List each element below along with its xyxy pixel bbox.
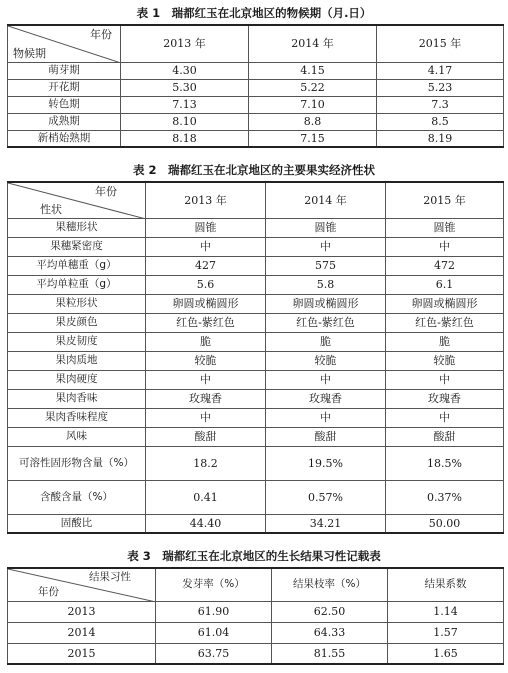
row-label: 含酸含量（%） <box>8 480 146 514</box>
row-label: 可溶性固形物含量（%） <box>8 446 146 480</box>
table-cell: 427 <box>146 256 266 275</box>
table-cell: 7.13 <box>121 96 249 113</box>
table-cell: 62.50 <box>272 601 388 622</box>
table3-col-header: 结果枝率（%） <box>272 568 388 601</box>
table-cell: 4.30 <box>121 62 249 79</box>
table-cell: 酸甜 <box>146 427 266 446</box>
row-label: 果穗形状 <box>8 218 146 237</box>
table1-phenology <box>7 24 504 148</box>
table-cell: 472 <box>386 256 504 275</box>
table-cell: 7.15 <box>249 130 377 147</box>
table-row <box>8 622 504 643</box>
table-row <box>8 351 504 370</box>
table-cell: 5.23 <box>377 79 504 96</box>
table1-header-row <box>8 25 504 62</box>
table-row <box>8 389 504 408</box>
table-cell: 0.41 <box>146 480 266 514</box>
table-row <box>8 427 504 446</box>
table-cell: 50.00 <box>386 514 504 533</box>
table-cell: 中 <box>266 237 386 256</box>
table-cell: 中 <box>386 370 504 389</box>
table-row <box>8 370 504 389</box>
table-cell: 7.10 <box>249 96 377 113</box>
table3-col-header: 结果系数 <box>388 568 504 601</box>
table-cell: 卵圆或椭圆形 <box>386 294 504 313</box>
table2-year-header: 2013 年 <box>146 182 266 218</box>
table-cell: 18.5% <box>386 446 504 480</box>
table-cell: 中 <box>146 370 266 389</box>
table-row <box>8 62 504 79</box>
table2-corner-trait: 性状 <box>40 202 62 216</box>
table3-caption: 表 3 瑞都红玉在北京地区的生长结果习性记载表 <box>127 549 381 563</box>
row-label: 2014 <box>8 622 156 643</box>
table2-fruit-traits <box>7 181 504 534</box>
row-label: 平均单穗重（g） <box>8 256 146 275</box>
table3-corner-year: 年份 <box>38 585 59 598</box>
table-cell: 8.10 <box>121 113 249 130</box>
table1-corner-cell <box>8 25 121 62</box>
table-cell: 圆锥 <box>386 218 504 237</box>
row-label: 果肉质地 <box>8 351 146 370</box>
table-row <box>8 446 504 480</box>
table-cell: 玫瑰香 <box>266 389 386 408</box>
table-cell: 4.17 <box>377 62 504 79</box>
table-cell: 1.65 <box>388 643 504 664</box>
table-cell: 5.8 <box>266 275 386 294</box>
table-cell: 8.5 <box>377 113 504 130</box>
table-cell: 63.75 <box>156 643 272 664</box>
table-row <box>8 313 504 332</box>
table3-col-header: 发芽率（%） <box>156 568 272 601</box>
table-cell: 34.21 <box>266 514 386 533</box>
row-label: 成熟期 <box>8 113 121 130</box>
table3-corner-cell <box>8 568 156 601</box>
table-cell: 19.5% <box>266 446 386 480</box>
table-cell: 中 <box>146 408 266 427</box>
table-row <box>8 96 504 113</box>
table-cell: 中 <box>266 408 386 427</box>
table-cell: 61.04 <box>156 622 272 643</box>
table-cell: 6.1 <box>386 275 504 294</box>
row-label: 2013 <box>8 601 156 622</box>
table-row <box>8 79 504 96</box>
table-cell: 5.22 <box>249 79 377 96</box>
row-label: 平均单粒重（g） <box>8 275 146 294</box>
table-cell: 0.37% <box>386 480 504 514</box>
row-label: 2015 <box>8 643 156 664</box>
table2-header-row <box>8 182 504 218</box>
table-row <box>8 332 504 351</box>
table1-corner-year: 年份 <box>90 28 112 41</box>
table1-year-header: 2014 年 <box>249 25 377 62</box>
table1-year-header: 2015 年 <box>377 25 504 62</box>
table-cell: 玫瑰香 <box>146 389 266 408</box>
table1-corner-period: 物候期 <box>13 46 46 60</box>
table-cell: 中 <box>386 408 504 427</box>
row-label: 转色期 <box>8 96 121 113</box>
table2-year-header: 2015 年 <box>386 182 504 218</box>
table1-year-header: 2013 年 <box>121 25 249 62</box>
table-cell: 64.33 <box>272 622 388 643</box>
table-cell: 7.3 <box>377 96 504 113</box>
table-row <box>8 601 504 622</box>
row-label: 开花期 <box>8 79 121 96</box>
table-row <box>8 218 504 237</box>
table-cell: 0.57% <box>266 480 386 514</box>
table-cell: 18.2 <box>146 446 266 480</box>
table-cell: 5.30 <box>121 79 249 96</box>
table-cell: 44.40 <box>146 514 266 533</box>
table2-corner-year: 年份 <box>95 185 117 198</box>
table-row <box>8 643 504 664</box>
row-label: 果肉硬度 <box>8 370 146 389</box>
row-label: 固酸比 <box>8 514 146 533</box>
table3-header-row <box>8 568 504 601</box>
table-cell: 中 <box>266 370 386 389</box>
table-cell: 圆锥 <box>266 218 386 237</box>
row-label: 果肉香味程度 <box>8 408 146 427</box>
table-cell: 1.57 <box>388 622 504 643</box>
table-row <box>8 480 504 514</box>
table2-corner-cell <box>8 182 146 218</box>
row-label: 果穗紧密度 <box>8 237 146 256</box>
row-label: 果皮颜色 <box>8 313 146 332</box>
table-cell: 脆 <box>386 332 504 351</box>
table-cell: 玫瑰香 <box>386 389 504 408</box>
table3-growth-fruiting <box>7 567 504 665</box>
table-cell: 81.55 <box>272 643 388 664</box>
table-cell: 酸甜 <box>386 427 504 446</box>
table-row <box>8 113 504 130</box>
table-cell: 脆 <box>266 332 386 351</box>
table-cell: 8.18 <box>121 130 249 147</box>
row-label: 果肉香味 <box>8 389 146 408</box>
table-cell: 较脆 <box>266 351 386 370</box>
diagonal-line <box>8 569 156 601</box>
table-cell: 酸甜 <box>266 427 386 446</box>
table2-year-header: 2014 年 <box>266 182 386 218</box>
table-cell: 圆锥 <box>146 218 266 237</box>
row-label: 新梢始熟期 <box>8 130 121 147</box>
table-cell: 1.14 <box>388 601 504 622</box>
table-cell: 红色-紫红色 <box>386 313 504 332</box>
table-cell: 红色-紫红色 <box>266 313 386 332</box>
table-cell: 61.90 <box>156 601 272 622</box>
row-label: 果皮韧度 <box>8 332 146 351</box>
table-row <box>8 514 504 533</box>
table-row <box>8 275 504 294</box>
table-cell: 较脆 <box>386 351 504 370</box>
table-row <box>8 256 504 275</box>
table1-caption: 表 1 瑞都红玉在北京地区的物候期（月.日） <box>136 6 372 20</box>
table-cell: 卵圆或椭圆形 <box>146 294 266 313</box>
table-row <box>8 237 504 256</box>
table-row <box>8 294 504 313</box>
table2-caption: 表 2 瑞都红玉在北京地区的主要果实经济性状 <box>132 163 375 177</box>
table-row <box>8 130 504 147</box>
diagonal-line <box>8 183 146 218</box>
table-cell: 卵圆或椭圆形 <box>266 294 386 313</box>
table-cell: 中 <box>386 237 504 256</box>
table-cell: 5.6 <box>146 275 266 294</box>
table-cell: 8.19 <box>377 130 504 147</box>
row-label: 萌芽期 <box>8 62 121 79</box>
row-label: 风味 <box>8 427 146 446</box>
table-cell: 8.8 <box>249 113 377 130</box>
table-cell: 较脆 <box>146 351 266 370</box>
table-cell: 4.15 <box>249 62 377 79</box>
table-cell: 红色-紫红色 <box>146 313 266 332</box>
table-cell: 中 <box>146 237 266 256</box>
table-cell: 脆 <box>146 332 266 351</box>
table3-corner-habit: 结果习性 <box>89 571 131 583</box>
table-row <box>8 408 504 427</box>
table-cell: 575 <box>266 256 386 275</box>
row-label: 果粒形状 <box>8 294 146 313</box>
